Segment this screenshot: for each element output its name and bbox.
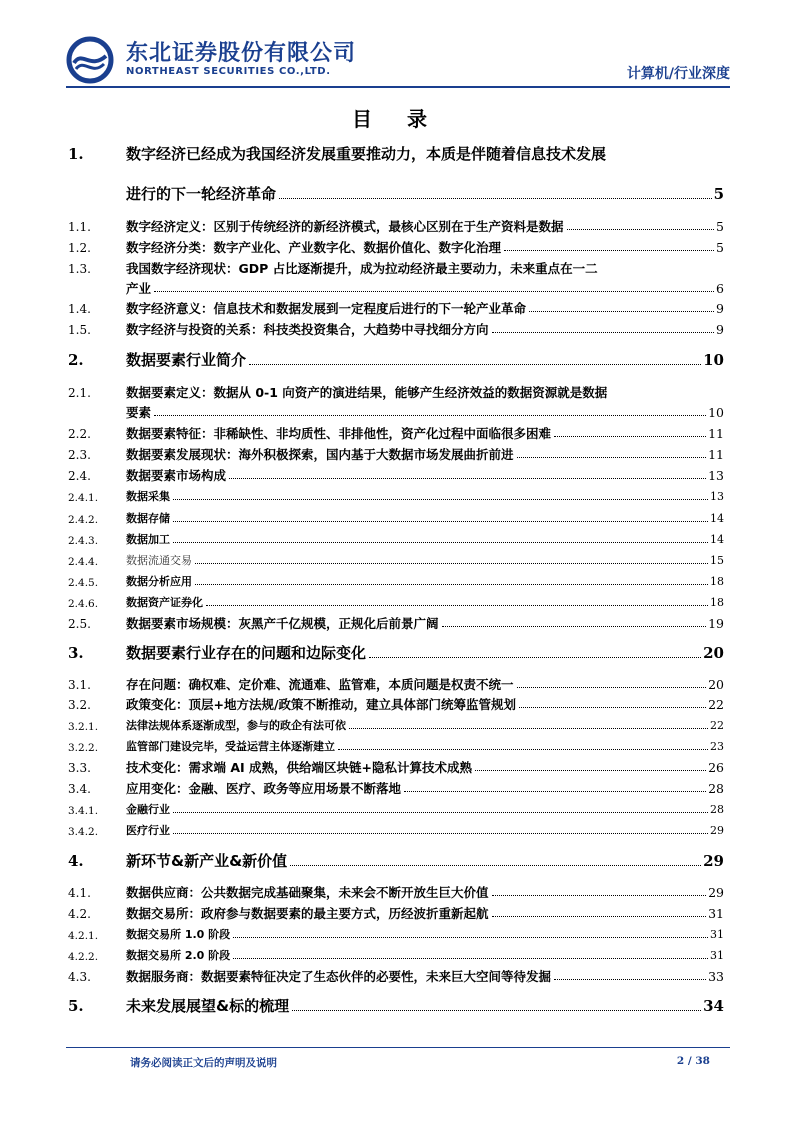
toc-leader-dots [195,563,708,564]
toc-entry-page: 29 [708,885,724,900]
toc-leader-dots [442,626,707,627]
toc-entry[interactable] [68,241,724,255]
toc-entry-number: 3. [68,644,84,662]
toc-leader-dots [529,311,714,312]
toc-entry-page: 19 [708,616,724,631]
toc-entry-title: 应用变化：金融、医疗、政务等应用场景不断落地 [126,781,402,796]
toc-entry-title: 数据要素市场规模：灰黑产千亿规模，正规化后前景广阔 [126,616,439,631]
toc-entry[interactable] [68,469,724,483]
toc-entry-title: 金融行业 [126,803,170,816]
toc-entry-title: 数据分析应用 [126,575,192,588]
toc-entry-number: 4.2.1. [68,929,99,942]
toc-entry-page: 11 [708,426,724,441]
toc-entry-number: 1.2. [68,240,91,255]
toc-entry[interactable] [68,220,724,234]
toc-entry-title: 数据要素行业存在的问题和边际变化 [126,644,367,662]
toc-entry-page: 20 [708,677,724,692]
toc-leader-dots [154,291,714,292]
toc-entry-title: 数据要素市场构成 [126,468,227,483]
toc-entry-number: 3.4.2. [68,825,99,838]
company-name-cn: 东北证券股份有限公司 [126,41,357,66]
toc-entry-number: 2.4. [68,468,91,483]
toc-leader-dots [338,749,708,750]
toc-entry-title: 数字经济与投资的关系：科技类投资集合，大趋势中寻找细分方向 [126,322,489,337]
toc-leader-dots [229,478,706,479]
company-name-en: NORTHEAST SECURITIES CO.,LTD. [126,66,331,77]
toc-entry-continuation[interactable] [68,282,724,296]
toc-leader-dots [492,916,707,917]
toc-entry-number: 1.1. [68,219,91,234]
toc-entry-title: 法律法规体系逐渐成型，参与的政企有法可依 [126,719,346,732]
company-logo-icon [66,36,114,84]
toc-entry[interactable] [68,998,724,1015]
toc-entry-title: 数据资产证券化 [126,596,203,609]
toc-entry-title: 要素 [126,405,152,420]
toc-entry[interactable] [68,617,724,631]
toc-entry-number: 3.4. [68,781,91,796]
toc-title: 目 录 [352,107,441,131]
toc-entry-title: 数据要素发展现状：海外积极探索，国内基于大数据市场发展曲折前进 [126,447,514,462]
toc-entry[interactable] [68,761,724,775]
toc-entry-title: 数字经济定义：区别于传统经济的新经济模式，最核心区别在于生产资料是数据 [126,219,564,234]
toc-entry-title: 医疗行业 [126,824,170,837]
toc-entry[interactable] [68,645,724,662]
toc-entry[interactable] [68,804,724,817]
toc-entry-page: 20 [703,644,724,662]
toc-entry-page: 11 [708,447,724,462]
toc-entry-number: 2. [68,351,84,369]
page-header [66,36,730,84]
toc-entry[interactable] [68,970,724,984]
toc-entry[interactable] [68,597,724,610]
toc-entry[interactable] [68,323,724,337]
toc-entry-title: 数据流通交易 [126,554,192,567]
toc-entry[interactable] [68,302,724,316]
toc-entry-number: 2.5. [68,616,91,631]
toc-entry-title: 进行的下一轮经济革命 [126,185,277,203]
toc-entry-number: 1.3. [68,261,91,276]
toc-entry-page: 14 [710,533,724,546]
toc-entry[interactable] [68,576,724,589]
toc-leader-dots [504,250,714,251]
toc-leader-dots [404,791,706,792]
toc-entry[interactable] [68,386,724,400]
toc-leader-dots [173,521,708,522]
toc-entry-number: 1.4. [68,301,91,316]
toc-entry-number: 2.2. [68,426,91,441]
toc-entry[interactable] [68,698,724,712]
toc-entry[interactable] [68,262,724,276]
toc-leader-dots [173,812,708,813]
toc-entry[interactable] [68,491,724,504]
toc-entry-title: 数字经济意义：信息技术和数据发展到一定程度后进行的下一轮产业革命 [126,301,527,316]
toc-entry-page: 31 [710,949,724,962]
toc-entry-page: 13 [710,490,724,503]
toc-leader-dots [249,364,701,365]
toc-entry-number: 2.4.2. [68,513,99,526]
toc-entry-page: 33 [708,969,724,984]
toc-entry-page: 14 [710,512,724,525]
toc-entry[interactable] [68,853,724,870]
toc-entry-number: 3.1. [68,677,91,692]
toc-entry-title: 数据要素行业简介 [126,351,247,369]
toc-entry[interactable] [68,448,724,462]
toc-entry-page: 18 [710,575,724,588]
toc-entry-page: 23 [710,740,724,753]
toc-entry-number: 3.2.1. [68,720,99,733]
toc-leader-dots [567,229,715,230]
toc-leader-dots [173,499,708,500]
toc-entry-number: 4.2. [68,906,91,921]
toc-entry-title: 数据采集 [126,490,170,503]
toc-entry-page: 18 [710,596,724,609]
toc-entry[interactable] [68,929,724,942]
toc-leader-dots [233,937,708,938]
toc-entry-number: 4.3. [68,969,91,984]
toc-entry-number: 4. [68,852,84,870]
toc-leader-dots [290,865,701,866]
toc-entry-title: 数据交易所 2.0 阶段 [126,949,231,962]
toc-leader-dots [517,687,707,688]
toc-entry-title: 监管部门建设完毕，受益运营主体逐渐建立 [126,740,335,753]
toc-leader-dots [475,770,706,771]
toc-entry[interactable] [68,741,724,754]
toc-entry-title: 我国数字经济现状：GDP 占比逐渐提升，成为拉动经济最主要动力，未来重点在一二 [126,261,598,276]
toc-entry-page: 9 [716,301,724,316]
toc-entry-title: 数据要素定义：数据从 0-1 向资产的演进结果，能够产生经济效益的数据资源就是数据 [126,385,608,400]
toc-entry-page: 26 [708,760,724,775]
toc-entry-number: 2.4.5. [68,576,99,589]
toc-entry-page: 31 [708,906,724,921]
toc-entry-page: 13 [708,468,724,483]
toc-leader-dots [554,979,706,980]
toc-entry-title: 产业 [126,281,152,296]
toc-entry-title: 数字经济分类：数字产业化、产业数字化、数据价值化、数字化治理 [126,240,502,255]
toc-entry-number: 3.3. [68,760,91,775]
toc-entry-page: 5 [713,185,724,203]
toc-entry-continuation[interactable] [68,186,724,203]
toc-entry-number: 2.3. [68,447,91,462]
toc-entry-title: 存在问题：确权难、定价难、流通难、监管难，本质问题是权责不统一 [126,677,514,692]
toc-entry[interactable] [68,555,724,568]
toc-entry-number: 4.1. [68,885,91,900]
toc-entry-number: 2.1. [68,385,91,400]
toc-entry-number: 3.2.2. [68,741,99,754]
toc-leader-dots [195,584,708,585]
toc-entry-page: 29 [703,852,724,870]
toc-entry-continuation[interactable] [68,406,724,420]
toc-entry-number: 2.4.4. [68,555,99,568]
toc-entry-title: 未来发展展望&标的梳理 [126,997,290,1015]
toc-entry[interactable] [68,678,724,692]
toc-leader-dots [154,415,706,416]
toc-entry-page: 6 [716,281,724,296]
footer-divider [66,1047,730,1048]
toc-entry-number: 5. [68,997,84,1015]
toc-leader-dots [517,457,707,458]
header-divider [66,86,730,88]
toc-entry-number: 2.4.1. [68,491,99,504]
toc-entry-number: 4.2.2. [68,950,99,963]
toc-entry-title: 数据要素特征：非稀缺性、非均质性、非排他性，资产化过程中面临很多困难 [126,426,552,441]
toc-entry-title: 数据加工 [126,533,170,546]
toc-entry-title: 数据存储 [126,512,170,525]
toc-entry-title: 政策变化：顶层+地方法规/政策不断推动，建立具体部门统筹监管规划 [126,697,517,712]
toc-entry-page: 22 [710,719,724,732]
toc-entry-page: 5 [716,240,724,255]
toc-entry-number: 2.4.3. [68,534,99,547]
footer-disclaimer: 请务必阅读正文后的声明及说明 [130,1057,277,1069]
report-category: 计算机/行业深度 [626,66,730,82]
toc-entry-page: 15 [710,554,724,567]
toc-entry-title: 数据服务商：数据要素特征决定了生态伙伴的必要性，未来巨大空间等待发掘 [126,969,552,984]
toc-entry[interactable] [68,427,724,441]
toc-entry[interactable] [68,352,724,369]
toc-entry[interactable] [68,146,724,163]
toc-entry-title: 数字经济已经成为我国经济发展重要推动力，本质是伴随着信息技术发展 [126,145,607,163]
toc-entry-number: 1.5. [68,322,91,337]
toc-leader-dots [206,605,708,606]
toc-leader-dots [492,895,707,896]
toc-entry-page: 34 [703,997,724,1015]
toc-leader-dots [279,198,712,199]
toc-leader-dots [554,436,706,437]
toc-entry-title: 数据交易所 1.0 阶段 [126,928,231,941]
toc-entry[interactable] [68,825,724,838]
page-number: 2 / 38 [676,1055,710,1067]
toc-entry-page: 10 [703,351,724,369]
toc-entry-number: 2.4.6. [68,597,99,610]
toc-leader-dots [369,657,701,658]
toc-entry-page: 5 [716,219,724,234]
toc-entry[interactable] [68,950,724,963]
toc-entry-page: 10 [708,405,724,420]
toc-leader-dots [492,332,715,333]
toc-entry-page: 28 [708,781,724,796]
toc-leader-dots [292,1010,701,1011]
toc-entry-page: 31 [710,928,724,941]
toc-entry-title: 新环节&新产业&新价值 [126,852,288,870]
toc-entry[interactable] [68,782,724,796]
toc-entry[interactable] [68,886,724,900]
toc-entry-page: 9 [716,322,724,337]
toc-entry-title: 技术变化：需求端 AI 成熟，供给端区块链+隐私计算技术成熟 [126,760,473,775]
toc-entry-number: 3.2. [68,697,91,712]
toc-entry-page: 22 [708,697,724,712]
toc-entry[interactable] [68,907,724,921]
toc-leader-dots [349,728,708,729]
toc-entry-page: 29 [710,824,724,837]
toc-entry-title: 数据交易所：政府参与数据要素的最主要方式，历经波折重新起航 [126,906,489,921]
toc-leader-dots [233,958,708,959]
toc-entry[interactable] [68,720,724,733]
toc-entry-page: 28 [710,803,724,816]
toc-leader-dots [173,542,708,543]
toc-entry-number: 1. [68,145,84,163]
toc-entry[interactable] [68,534,724,547]
toc-leader-dots [173,833,708,834]
toc-entry-title: 数据供应商：公共数据完成基础聚集，未来会不断开放生巨大价值 [126,885,489,900]
toc-entry[interactable] [68,513,724,526]
toc-leader-dots [519,707,706,708]
toc-entry-number: 3.4.1. [68,804,99,817]
